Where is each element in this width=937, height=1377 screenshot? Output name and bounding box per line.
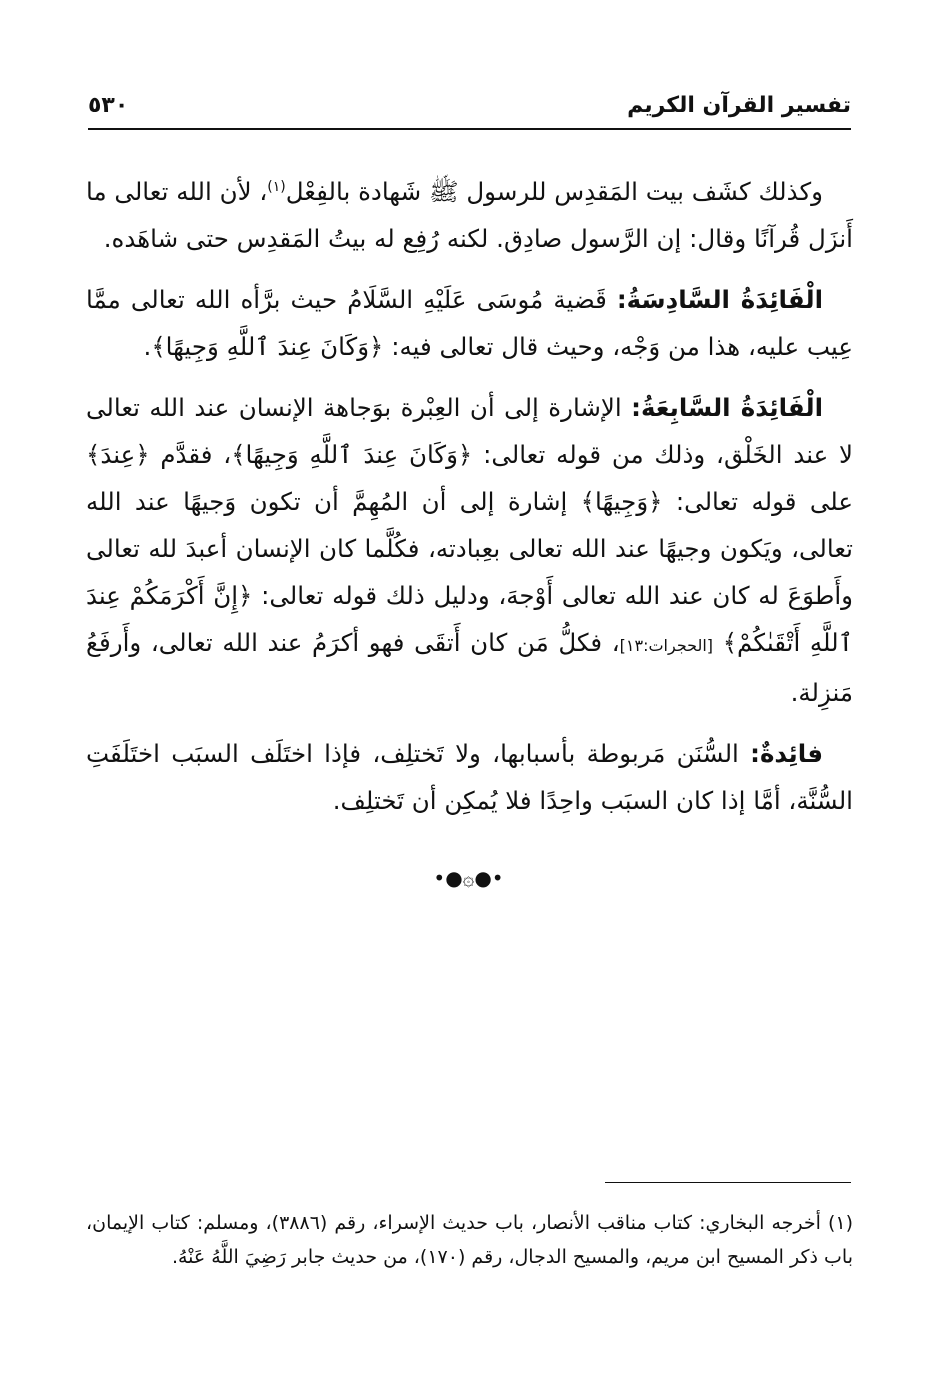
paragraph-text: ، فكلُّ مَن كان أَتقَى فهو أكرَمُ عند الله تعالى، وأَرفَعُ مَنزِلة.	[86, 628, 853, 707]
paragraph-2	[86, 276, 853, 370]
footnote-separator	[605, 1182, 851, 1183]
page-number: ٥٣٠	[88, 93, 129, 118]
footnote-marker: (١)	[267, 178, 286, 195]
quran-quote: ﴿وَكَانَ عِندَ ٱللَّهِ وَجِيهًا﴾	[231, 440, 473, 469]
paragraph-3	[86, 384, 853, 716]
section-divider-ornament: •●۞●•	[433, 866, 504, 890]
paragraph-text: .	[143, 332, 152, 361]
footnote	[86, 1206, 853, 1274]
paragraph-1	[86, 168, 853, 262]
quran-quote: ﴿إِنَّ أَكْرَمَكُمْ عِندَ ٱللَّهِ أَتْقَىٰكُمْ﴾	[86, 581, 853, 657]
main-text	[86, 168, 853, 838]
paragraph-text: ، لأن الله تعالى ما أَنزَل قُرآنًا وقال: إن الرَّسول صادِق. لكنه رُفِع له بيتُ المَقدِس حتى شاهَده.	[86, 177, 853, 253]
section-heading: الْفَائِدَةُ السَّابِعَةُ:	[631, 393, 823, 422]
section-heading: الْفَائِدَةُ السَّادِسَةُ:	[616, 285, 823, 314]
paragraph-text: وكذلك كشَف بيت المَقدِس للرسول ﷺ شَهادة بالفِعْل	[285, 177, 823, 206]
paragraph-text: السُّنَن مَربوطة بأسبابها، ولا تَختلِف، فإذا اختَلَف السبَب اختَلَفَتِ السُّنَّة، أمَّا إذا كان السبَب واحِدًا فلا يُمكِن أن تَختلِف.	[86, 739, 853, 815]
book-title: تفسير القرآن الكريم	[627, 93, 851, 118]
quran-quote: ﴿وَكَانَ عِندَ ٱللَّهِ وَجِيهًا﴾	[151, 332, 384, 361]
verse-reference: [الحجرات:١٣]	[619, 636, 714, 655]
paragraph-text: قَضية مُوسَى عَلَيْهِ السَّلَامُ حيث برَّأه الله تعالى ممَّا عِيب عليه، هذا من وَجْه، وحيث قال تعالى فيه:	[86, 285, 853, 361]
quran-quote: ﴿وَجِيهًا﴾	[580, 487, 663, 516]
running-header	[88, 88, 851, 130]
footnote-text: (١) أخرجه البخاري: كتاب مناقب الأنصار، باب حديث الإسراء، رقم (٣٨٨٦)، ومسلم: كتاب الإيمان، باب ذكر المسيح ابن مريم، والمسيح الدجال، رقم (١٧٠)، من حديث جابر رَضِيَ اللَّهُ عَنْهُ.	[86, 1212, 853, 1268]
paragraph-4	[86, 730, 853, 824]
paragraph-text: الإشارة إلى أن العِبْرة بوَجاهة الإنسان عند الله تعالى لا عند الخَلْق، وذلك من قوله تعالى:	[86, 393, 853, 469]
paragraph-text: ، فقدَّم	[149, 440, 232, 469]
section-heading: فائِدةٌ:	[750, 739, 823, 768]
quran-quote: ﴿عِندَ﴾	[86, 440, 150, 469]
paragraph-text: على قوله تعالى:	[662, 487, 853, 516]
paragraph-text: إشارة إلى أن المُهِمَّ أن تكون وَجيهًا عند الله تعالى، ويَكون وجيهًا عند الله تعالى بعِبادته، فكُلَّما كان الإنسان أعبدَ لله تعالى وأَطوَعَ له كان عند الله تعالى أَوْجهَ، ودليل ذلك قوله تعالى:	[86, 487, 853, 610]
